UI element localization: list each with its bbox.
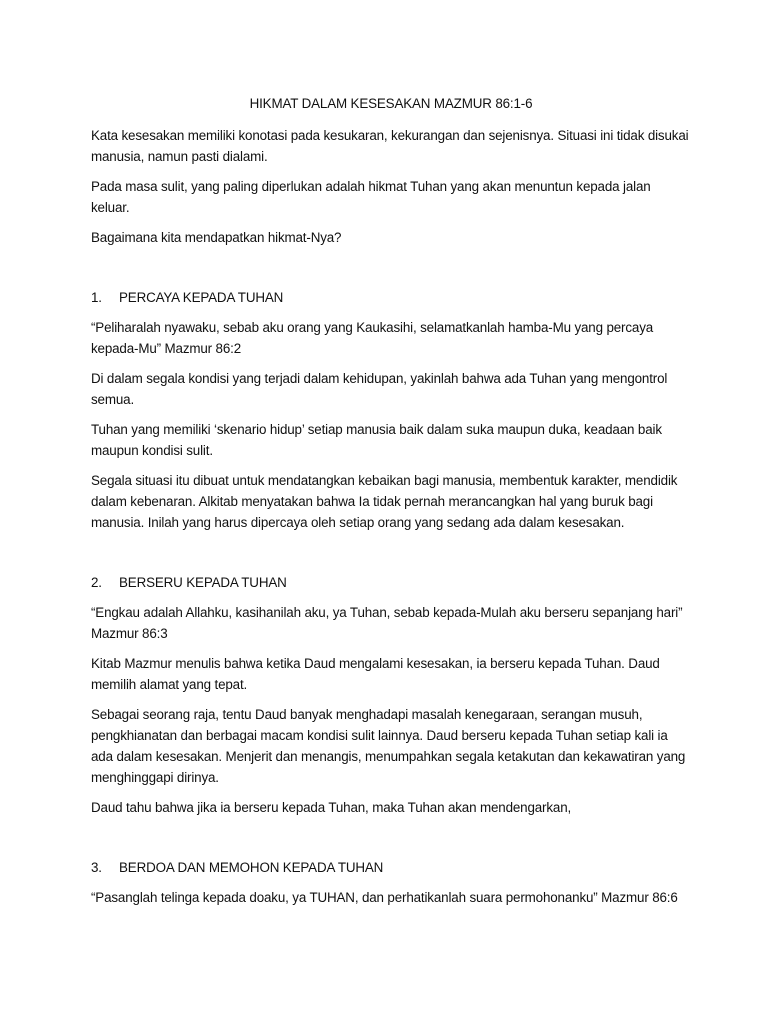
intro-paragraph: Kata kesesakan memiliki konotasi pada kesukaran, kekurangan dan sejenisnya. Situasi ini tidak disukai manusia, namun pasti dialami.: [91, 128, 689, 164]
spacer: [91, 542, 691, 572]
section-paragraph: Daud tahu bahwa jika ia berseru kepada Tuhan, maka Tuhan akan mendengarkan,: [91, 800, 572, 815]
intro-paragraph: Bagaimana kita mendapatkan hikmat-Nya?: [91, 230, 342, 245]
intro-paragraph: Pada masa sulit, yang paling diperlukan adalah hikmat Tuhan yang akan menuntun kepada jalan keluar.: [91, 179, 651, 215]
section-paragraph: Di dalam segala kondisi yang terjadi dalam kehidupan, yakinlah bahwa ada Tuhan yang mengontrol semua.: [91, 371, 668, 407]
section-heading: [91, 572, 691, 593]
section-heading: [91, 287, 691, 308]
section-paragraph: “Engkau adalah Allahku, kasihanilah aku, ya Tuhan, sebab kepada-Mulah aku berseru sepanjang hari” Mazmur 86:3: [91, 605, 683, 641]
document-title: HIKMAT DALAM KESESAKAN MAZMUR 86:1-6: [249, 96, 533, 111]
section-paragraph: Tuhan yang memiliki ‘skenario hidup’ setiap manusia baik dalam suka maupun duka, keadaan baik maupun kondisi sulit.: [91, 422, 662, 458]
section-paragraph: “Pasanglah telinga kepada doaku, ya TUHAN, dan perhatikanlah suara permohonanku” Mazmur 86:6: [91, 890, 678, 905]
section-heading-text: PERCAYA KEPADA TUHAN: [119, 290, 284, 305]
section-paragraph: Kitab Mazmur menulis bahwa ketika Daud mengalami kesesakan, ia berseru kepada Tuhan. Daud memilih alamat yang tepat.: [91, 656, 660, 692]
section-heading-text: BERSERU KEPADA TUHAN: [119, 575, 287, 590]
section-number: 1.: [91, 290, 102, 305]
spacer: [91, 827, 691, 857]
section-paragraph: Sebagai seorang raja, tentu Daud banyak menghadapi masalah kenegaraan, serangan musuh, pengkhianatan dan berbagai macam kondisi sulit lainnya. Daud berseru kepada Tuhan setiap kali ia ada dalam kesesakan. Menjerit dan menangis, menumpahkan segala ketakutan dan kekawatiran yang menghinggapi dirinya.: [91, 707, 686, 785]
section-heading-text: BERDOA DAN MEMOHON KEPADA TUHAN: [119, 860, 384, 875]
section-heading: [91, 857, 691, 878]
section-paragraph: “Peliharalah nyawaku, sebab aku orang yang Kaukasihi, selamatkanlah hamba-Mu yang percaya kepada-Mu” Mazmur 86:2: [91, 320, 654, 356]
document-body: [91, 93, 691, 917]
spacer: [91, 257, 691, 287]
section-number: 3.: [91, 860, 102, 875]
section-number: 2.: [91, 575, 102, 590]
section-paragraph: Segala situasi itu dibuat untuk mendatangkan kebaikan bagi manusia, membentuk karakter, mendidik dalam kebenaran. Alkitab menyatakan bahwa Ia tidak pernah merancangkan hal yang buruk bagi manusia. Inilah yang harus dipercaya oleh setiap orang yang sedang ada dalam kesesakan.: [91, 473, 678, 530]
